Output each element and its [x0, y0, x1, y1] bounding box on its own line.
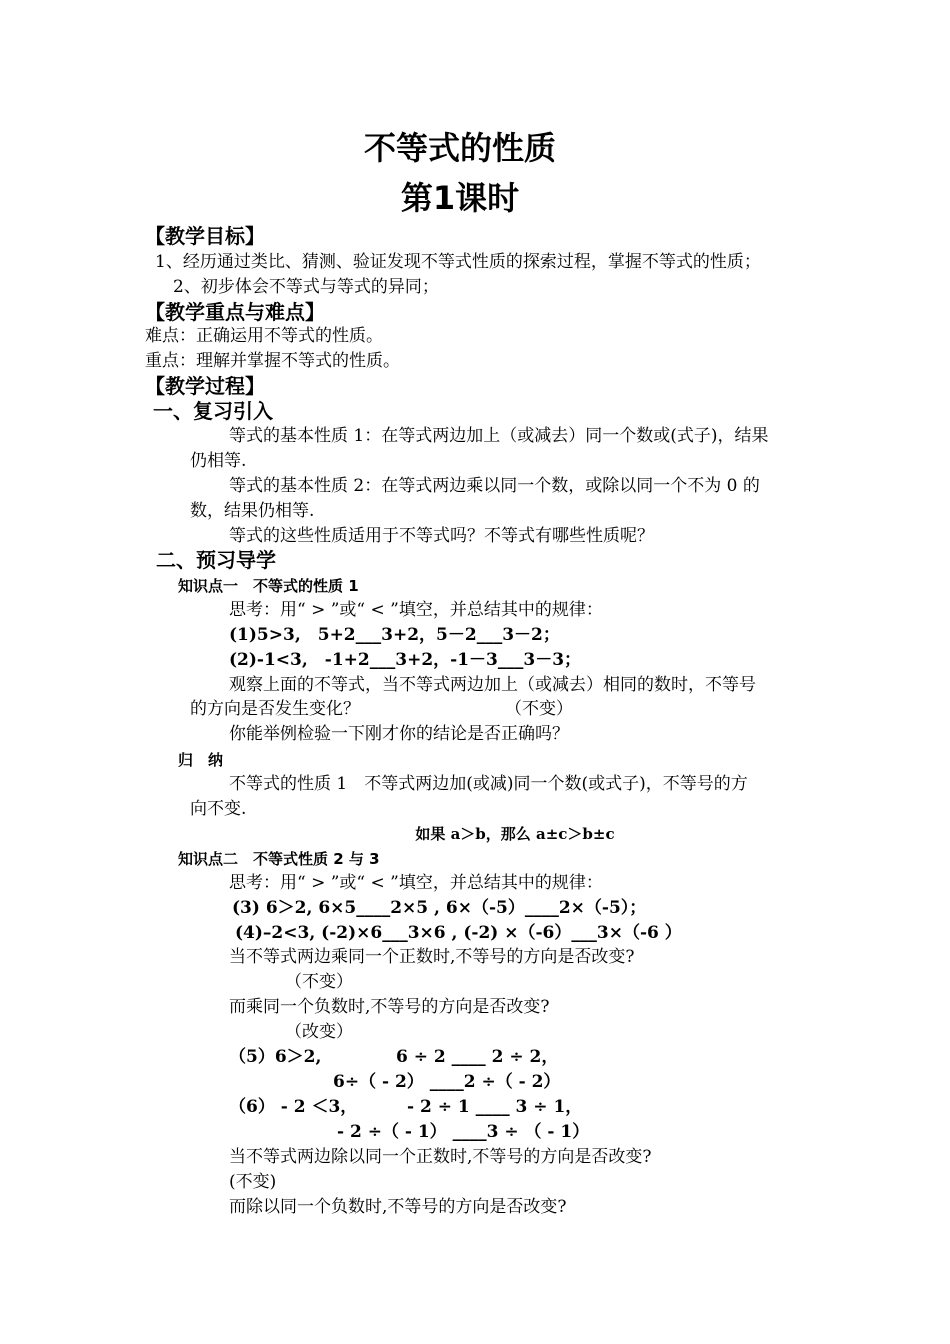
k2-answer: (不变) [229, 1172, 277, 1192]
k1-line: 观察上面的不等式，当不等式两边加上（或减去）相同的数时，不等号 [229, 675, 756, 695]
page-subtitle: 第1课时 [400, 179, 520, 217]
section-goals-heading: 【教学目标】 [145, 224, 265, 248]
part1-line: 等式的基本性质 1：在等式两边加上（或减去）同一个数或(式子)，结果 [229, 426, 769, 446]
k2-exercise-6-a: - 2 ÷ 1 ____ 3 ÷ 1， [407, 1097, 583, 1117]
k2-exercise: (3) 6＞2, 6×5____2×5 , 6×（-5）____2×（-5）； [232, 898, 647, 918]
summary-line: 向不变. [190, 799, 247, 819]
k1-line: 思考：用“ > ”或“ < ”填空，并总结其中的规律： [229, 600, 603, 620]
section-keypoints-heading: 【教学重点与难点】 [145, 300, 325, 324]
k2-answer: （不变） [285, 972, 353, 992]
k2-line: 而除以同一个负数时,不等号的方向是否改变? [229, 1197, 567, 1217]
section-process-heading: 【教学过程】 [145, 374, 265, 398]
k1-answer: （不变） [505, 699, 573, 719]
goal-item: 1、经历通过类比、猜测、验证发现不等式性质的探索过程，掌握不等式的性质； [155, 252, 761, 272]
k2-exercise: (4)–2<3, (-2)×6___3×6 , (-2) ×（-6）___3×（-6 ） [235, 923, 682, 943]
k2-line: 当不等式两边除以同一个正数时,不等号的方向是否改变? [229, 1147, 652, 1167]
k2-exercise-6-label: （6） - 2 ＜3， [229, 1097, 358, 1117]
page-title: 不等式的性质 [363, 129, 556, 167]
part1-line: 等式的基本性质 2：在等式两边乘以同一个数，或除以同一个不为 0 的 [229, 476, 760, 496]
k2-exercise-5-label: （5）6＞2, [229, 1047, 322, 1067]
goal-item: 2、初步体会不等式与等式的异同； [173, 277, 439, 297]
k2-line: 当不等式两边乘同一个正数时,不等号的方向是否改变? [229, 947, 635, 967]
part1-line: 数，结果仍相等. [190, 501, 315, 521]
keypoint-item: 重点：理解并掌握不等式的性质。 [145, 351, 400, 371]
k1-exercise: (1)5>3, 5+2___3+2，5－2___3－2； [229, 625, 560, 645]
k2-line: 而乘同一个负数时,不等号的方向是否改变? [229, 997, 550, 1017]
k1-exercise: (2)-1<3, -1+2___3+2，-1－3___3－3； [229, 650, 582, 670]
part1-line: 等式的这些性质适用于不等式吗？不等式有哪些性质呢？ [229, 526, 654, 546]
k1-line: 的方向是否发生变化？ [190, 699, 360, 719]
summary-title: 归 纳 [178, 751, 224, 769]
knowledge2-title: 知识点二 不等式性质 2 与 3 [178, 850, 380, 868]
k2-exercise-5-b: 6÷（ - 2） ____2 ÷（ - 2） [333, 1072, 561, 1092]
property1-formula: 如果 a＞b，那么 a±c＞b±c [415, 825, 615, 843]
k2-exercise-5-a: 6 ÷ 2 ____ 2 ÷ 2， [396, 1047, 559, 1067]
k2-line: 思考：用“ > ”或“ < ”填空，并总结其中的规律： [229, 873, 603, 893]
k2-answer: （改变） [285, 1022, 353, 1042]
part1-heading: 一、复习引入 [153, 399, 273, 423]
keypoint-item: 难点：正确运用不等式的性质。 [145, 326, 383, 346]
part1-line: 仍相等. [190, 451, 247, 471]
summary-line: 不等式的性质 1 不等式两边加(或减)同一个数(或式子)，不等号的方 [229, 774, 748, 794]
knowledge1-title: 知识点一 不等式的性质 1 [178, 577, 359, 595]
part2-heading: 二、预习导学 [156, 548, 276, 572]
k2-exercise-6-b: - 2 ÷（ - 1） ____3 ÷ （ - 1） [337, 1122, 590, 1142]
k1-line: 你能举例检验一下刚才你的结论是否正确吗？ [229, 724, 569, 744]
